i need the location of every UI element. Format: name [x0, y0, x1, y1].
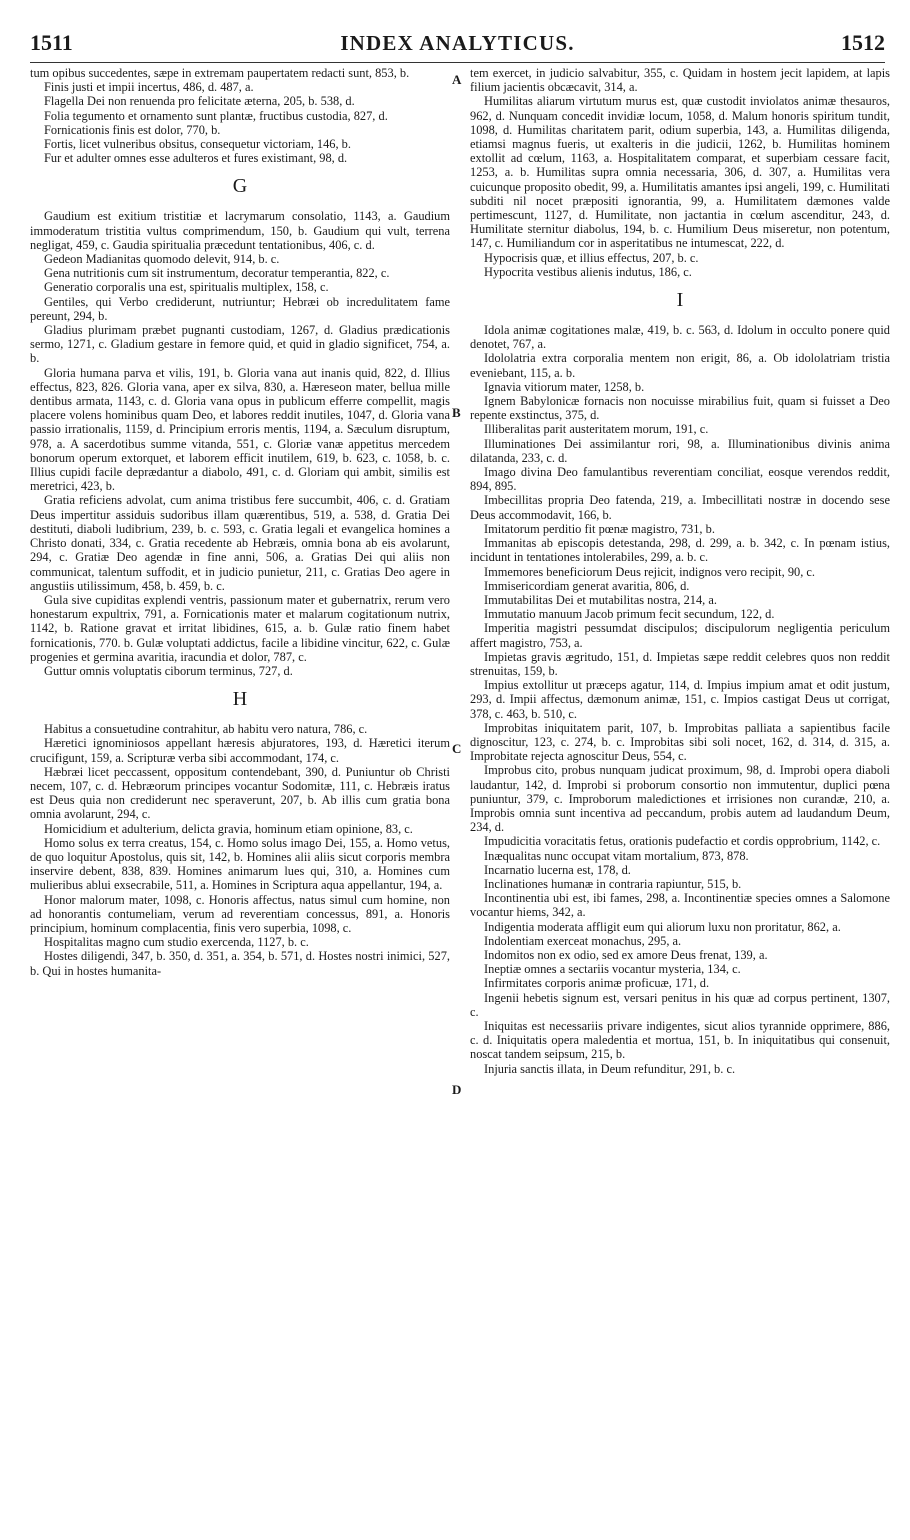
index-entry: Ignavia vitiorum mater, 1258, b.	[484, 379, 645, 394]
index-entry: Impius extollitur ut præceps agatur, 114, d. Impius impium amat et odit justum, 293, d. Impii affectus, dæmonum animæ, 151, c. Impios castigat Deus ut corrigat, 378, c. 463, b. 510, c.	[470, 678, 890, 721]
index-entry: Iniquitas est necessariis privare indigentes, sicut alios tyrannide opprimere, 886, c. d. Iniquitatis opera maledentia et mortua, 151, b. In iniquitatibus qui consenuit, noscat tandem seipsum, 215, b.	[470, 1019, 890, 1062]
index-entry: Improbus cito, probus nunquam judicat proximum, 98, d. Improbi opera diaboli laudantur, 142, d. Improbi si proborum consortio non immutentur, duplici pœna puniuntur, 379, c. Improborum maledictiones et irrisiones non curandæ, 210, a. Improbis omnia sunt incentiva ad peccandum, probis autem ad laudandum Deum, 234, d.	[470, 763, 890, 835]
index-entry: Finis justi et impii incertus, 486, d. 487, a.	[44, 80, 254, 95]
index-entry: Immisericordiam generat avaritia, 806, d.	[484, 578, 690, 593]
index-entry: Incontinentia ubi est, ibi fames, 298, a. Incontinentiæ species omnes a Salomone vocantur hiems, 342, a.	[470, 891, 890, 920]
margin-mark-c: C	[452, 741, 462, 756]
index-entry: Hypocrita vestibus alienis indutus, 186, c.	[484, 264, 692, 279]
index-entry: Fortis, licet vulneribus obsitus, consequetur victoriam, 146, b.	[44, 137, 351, 152]
index-entry: Gladius plurimam præbet pugnanti custodiam, 1267, d. Gladius prædicationis sermo, 1271, c. Gladium gestare in femore quid, et quid in gladio significet, 754, a. b.	[30, 323, 450, 366]
index-entry: Gena nutritionis cum sit instrumentum, decoratur temperantia, 822, c.	[44, 266, 390, 281]
index-entry: Guttur omnis voluptatis ciborum terminus, 727, d.	[44, 663, 293, 678]
index-entry: Ineptiæ omnes a sectariis vocantur mysteria, 134, c.	[484, 962, 741, 977]
index-entry: Indomitos non ex odio, sed ex amore Deus frenat, 139, a.	[484, 947, 768, 962]
index-entry: Gaudium est exitium tristitiæ et lacrymarum consolatio, 1143, a. Gaudium immoderatum tristitia vultus comprimendum, 150, b. Gaudium qui vult, terrena negligat, 459, c. Gaudia spiritualia præcedunt tentationibus, 406, c. d.	[30, 209, 450, 252]
index-entry: Gratia reficiens advolat, cum anima tristibus fere succumbit, 406, c. d. Gratiam Deus impertitur assiduis sudoribus illam quærentibus, 519, a. 538, d. Gratia Dei destituti, diaboli ludibrium, 239, b. c. 593, c. Gratia legali et evangelica homines a Christo donati, 334, c. Gratia recedente ab Hebræis, omnia bona ab eis avolarunt, 294, c. Gratiæ Deo agendæ in fine anni, 506, a. Gratias Dei qui aliis non communicat, talentum suffodit, et in judicio punietur, 211, c. Gratias Deo agere in angustiis utilissimum, 458, b. 459, b. c.	[30, 493, 450, 593]
index-entry: Gedeon Madianitas quomodo delevit, 914, b. c.	[44, 252, 280, 267]
margin-mark-a: A	[452, 72, 462, 87]
index-entry: Hæbræi licet peccassent, oppositum contendebant, 390, d. Puniuntur ob Christi necem, 107, c. d. Hebræorum principes vocantur Sodomitæ, 111, c. Hebræis iratus est Deus quia non crediderunt nec speraverunt, 207, b. Ab illis cum gratia bona omnia avolarunt, 294, c.	[30, 764, 450, 822]
index-entry: Fornicationis finis est dolor, 770, b.	[44, 122, 221, 137]
index-entry: Immutabilitas Dei et mutabilitas nostra, 214, a.	[484, 592, 717, 607]
index-entry: Flagella Dei non renuenda pro felicitate æterna, 205, b. 538, d.	[44, 94, 355, 109]
index-entry: Homicidium et adulterium, delicta gravia, hominum etiam opinione, 83, c.	[44, 821, 413, 836]
index-entry: Fur et adulter omnes esse adulteros et fures existimant, 98, d.	[44, 151, 348, 166]
index-entry: Habitus a consuetudine contrahitur, ab habitu vero natura, 786, c.	[44, 722, 368, 737]
index-entry: Inæqualitas nunc occupat vitam mortalium, 873, 878.	[484, 848, 749, 863]
margin-mark-d: D	[452, 1082, 462, 1097]
margin-mark-b: B	[452, 405, 461, 420]
index-entry: Homo solus ex terra creatus, 154, c. Homo solus imago Dei, 155, a. Homo vetus, de quo loquitur Apostolus, quis sit, 142, b. Homines alii aliis sicut corporis membra inservire debent, 838, 839. Homines animarum lues qui, 310, a. Homines cum mulieribus ablui exsecrabile, 511, a. Homines in Scriptura aqua appellantur, 194, a.	[30, 835, 450, 893]
section-letter-g: G	[232, 175, 248, 198]
index-entry: Impudicitia voracitatis fetus, orationis pudefactio et cordis opprobrium, 1142, c.	[484, 834, 881, 849]
index-entry: Infirmitates corporis animæ proficuæ, 171, d.	[484, 976, 710, 991]
index-entry: Imperitia magistri pessumdat discipulos; discipulorum negligentia periculum affert magistro, 753, a.	[470, 621, 890, 650]
index-entry: Idola animæ cogitationes malæ, 419, b. c. 563, d. Idolum in occulto ponere quid denotet, 767, a.	[470, 323, 890, 352]
index-entry: Honor malorum mater, 1098, c. Honoris affectus, natus simul cum homine, non ad honorantis contumeliam, verum ad reverentiam concessus, 891, a. Honoris principium, hominum complacentia, finis vero superbia, 1098, c.	[30, 892, 450, 935]
index-entry: tum opibus succedentes, sæpe in extremam paupertatem redacti sunt, 853, b.	[30, 66, 410, 80]
page-header	[30, 30, 885, 58]
index-entry: Imbecillitas propria Deo fatenda, 219, a. Imbecillitati nostræ in docendo sese Deus accommodavit, 166, b.	[470, 493, 890, 522]
index-entry: Folia tegumento et ornamento sunt plantæ, fructibus custodia, 827, d.	[44, 108, 388, 123]
right-column	[470, 66, 890, 1531]
running-title: INDEX ANALYTICUS.	[340, 31, 575, 55]
index-entry: Improbitas iniquitatem parit, 107, b. Improbitas palliata a sapientibus facile dignoscitur, 123, c. 274, b. c. Improbitas sibi soli nocet, 162, d. 314, d. 315, a. Improbitate rejecta agnoscitur Deus, 554, c.	[470, 720, 890, 764]
index-entry: Immanitas ab episcopis detestanda, 298, d. 299, a. b. 342, c. In pœnam istius, incidunt in tentationes intolerabiles, 299, a. b. c.	[470, 536, 890, 565]
index-entry: Injuria sanctis illata, in Deum refunditur, 291, b. c.	[484, 1061, 736, 1076]
index-entry: Immemores beneficiorum Deus rejicit, indignos vero recipit, 90, c.	[484, 564, 816, 579]
index-entry: Hæretici ignominiosos appellant hæresis abjuratores, 193, d. Hæretici iterum crucifigunt, 159, a. Scripturæ verba sibi accommodant, 174, c.	[30, 736, 450, 765]
index-entry: Illuminationes Dei assimilantur rori, 98, a. Illuminationibus divinis anima dilatanda, 233, c. d.	[470, 436, 890, 465]
index-entry: Inclinationes humanæ in contraria rapiuntur, 515, b.	[484, 876, 742, 891]
index-entry: Hypocrisis quæ, et illius effectus, 207, b. c.	[484, 250, 699, 265]
index-entry: Hospitalitas magno cum studio exercenda, 1127, b. c.	[44, 935, 309, 950]
page-number-left: 1511	[30, 30, 73, 55]
index-entry: Indolentiam exerceat monachus, 295, a.	[484, 933, 682, 948]
index-entry: Generatio corporalis una est, spiritualis multiplex, 158, c.	[44, 280, 329, 295]
page-number-right: 1512	[841, 30, 885, 55]
index-entry: Gula sive cupiditas explendi ventris, passionum mater et gubernatrix, rerum vero honestarum expultrix, 791, a. Fornicationis mater et malarum cogitationum nutrix, 1142, b. Ratione gravat et irritat libidines, 615, a. b. Gulæ ratio finem habet fornicationis, 770. b. Gulæ voluptati addictus, facile a libidine vincitur, 622, c. Gulæ progenies et germina avaritia, iracundia et dolor, 787, c.	[30, 592, 450, 664]
index-entry: Impietas gravis ægritudo, 151, d. Impietas sæpe reddit celebres quos non reddit strenuitas, 159, b.	[470, 649, 890, 678]
index-entry: Indigentia moderata affligit eum qui aliorum luxu non proritatur, 862, a.	[484, 919, 841, 934]
index-entry: Idololatria extra corporalia mentem non erigit, 86, a. Ob idololatriam tristia eveniebant, 115, a. b.	[470, 351, 890, 380]
header-rule	[30, 62, 885, 63]
index-entry: Imago divina Deo famulantibus reverentiam conciliat, eosque verendos reddit, 894, 895.	[470, 465, 890, 494]
index-entry: Imitatorum perditio fit pœnæ magistro, 731, b.	[484, 521, 715, 536]
section-letter-i: I	[676, 289, 684, 312]
index-entry: Ignem Babylonicæ fornacis non nocuisse mirabilius fuit, quam si fuisset a Deo repente exstinctus, 375, d.	[470, 394, 890, 423]
index-entry: Ingenii hebetis signum est, versari penitus in his quæ ad corpus pertinent, 1307, c.	[470, 990, 890, 1019]
index-entry: Illiberalitas parit austeritatem morum, 191, c.	[484, 422, 709, 437]
index-entry: Hostes diligendi, 347, b. 350, d. 351, a. 354, b. 571, d. Hostes nostri inimici, 527, b. Qui in hostes humanita-	[30, 949, 450, 978]
index-entry: Gloria humana parva et vilis, 191, b. Gloria vana aut inanis quid, 822, d. Illius effectus, 823, 826. Gloria vana, aper ex silva, 830, a. Hæreseon mater, bellua mille dentibus armata, 1143, c. d. Gloria vana opus in publicum efferre compellit, magis placere volens hominibus quam Deo, et labores reddit inutiles, 1047, d. Gloria vana passio irrationalis, 1159, d. Principium erroris mentis, 1194, a. Sæculum disruptum, 978, a. A sacerdotibus summe vitanda, 551, c. Gloriæ vanæ appetitus mercedem bonorum operum extorquet, et laborem efficit inutilem, 619, b. 623, c. 1058, b. c. Illius cupidi facile deprædantur a diabolo, 491, c. d. Gloriam qui ambit, similis est meretrici, 423, b.	[30, 365, 450, 494]
index-entry: Incarnatio lucerna est, 178, d.	[484, 862, 631, 877]
index-entry: Gentiles, qui Verbo crediderunt, nutriuntur; Hebræi ob incredulitatem fame pereunt, 294, b.	[30, 294, 450, 323]
section-letter-h: H	[232, 688, 248, 711]
index-entry: Humilitas aliarum virtutum murus est, quæ custodit inviolatos animæ thesauros, 962, d. Nunquam concedit invidiæ locum, 1058, d. Malum honoris spiritum tundit, 1098, d. Humilitas charitatem parit, odium superbia, 143, a. Humilitas diligenda, etiamsi magnus fueris, ut exalteris in die judicii, 1262, b. Humilitas hominem extollit ad cœlum, 1163, a. Hospitalitatem comparat, et superbiam cessare facit, 1253, a. b. Humilitas supra omnia necessaria, 306, d. 307, a. Humilitas vera cuicunque proposito obedit, 99, a. Humilitatis amantes ipsi angeli, 199, c. Humilitati subditi nil nocet præpositi ignorantia, 99, a. Humilitatem dæmones valde pertimescunt, 1127, d. Humilitate, non jactantia in cœlum ascenditur, 243, d. Humilitate sternitur diabolus, 194, b. c. Humilium Deus miseretur, non potentum, 147, c. Humiliandum cor in asperitatibus ne intumescat, 222, d.	[470, 94, 890, 251]
index-entry: Immutatio manuum Jacob primum fecit secundum, 122, d.	[484, 607, 775, 622]
index-entry: tem exercet, in judicio salvabitur, 355, c. Quidam in hostem jecit lapidem, at lapis filium jacientis obcæcavit, 314, a.	[470, 66, 890, 95]
left-column	[30, 66, 450, 1531]
